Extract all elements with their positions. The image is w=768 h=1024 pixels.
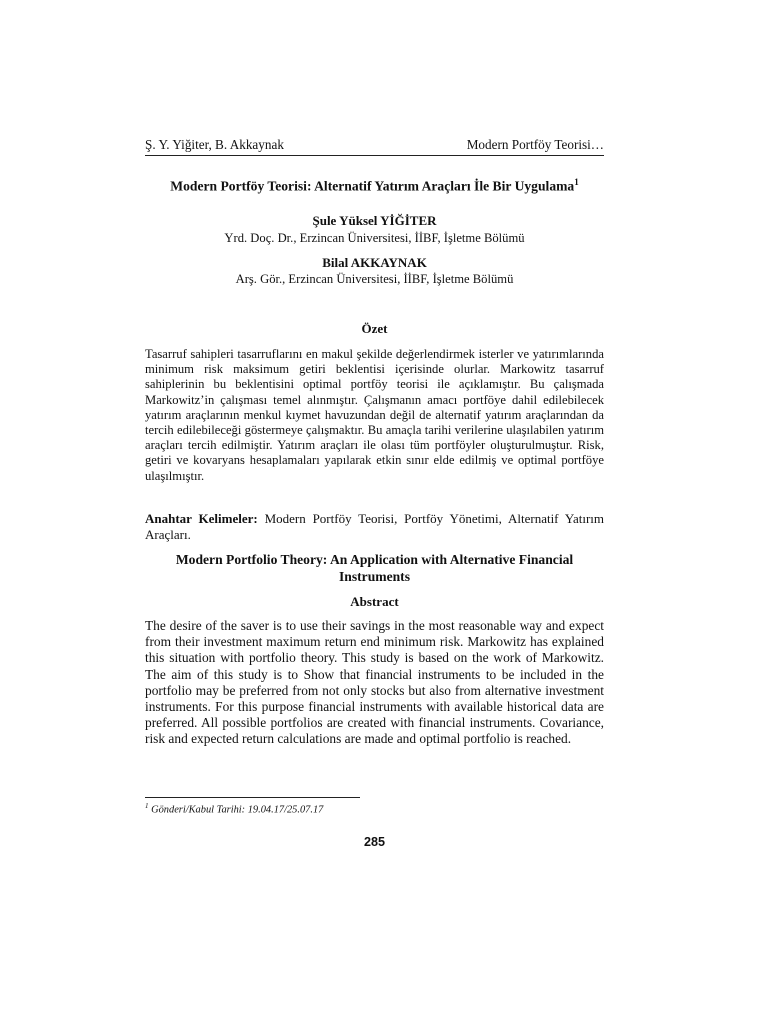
keywords-label: Anahtar Kelimeler:: [145, 511, 258, 526]
page-number: 285: [363, 835, 385, 849]
author-affiliation-2: Arş. Gör., Erzincan Üniversitesi, İİBF, İşletme Bölümü: [235, 272, 514, 286]
footnote-text: Gönderi/Kabul Tarihi: 19.04.17/25.07.17: [151, 804, 324, 816]
keywords: [145, 511, 604, 543]
keywords-text: Modern Portföy Teorisi, Portföy Yönetimi, Alternatif Yatırım Araçları.: [145, 511, 604, 542]
abstract-heading: Abstract: [350, 594, 399, 609]
author-affiliation-1: Yrd. Doç. Dr., Erzincan Üniversitesi, İİBF, İşletme Bölümü: [224, 231, 525, 245]
footnote: [145, 802, 323, 815]
ozet-text: Tasarruf sahipleri tasarruflarını en makul şekilde değerlendirmek isterler ve yatırımlarında minimum risk maksimum getiri beklentisi içerisinde olurlar. Markowitz tasarruf sahiplerinin bu beklentisini optimal portföy teorisi ile açıklamıştır. Bu çalışmada Markowitz’in çalışması temel alınmıştır. Çalışmanın amacı portföye dahil edilebilecek yatırım araçlarının menkul kıymet havuzundan değil de alternatif yatırım araçlarından da tercih edilebileceği göstermeye çalışmaktır. Bu amaçla tarihi verilerine ulaşılabilen yatırım araçları tercih edilmiştir. Yatırım araçları ile olası tüm portföyler oluşturulmuştur. Risk, getiri ve kovaryans hesaplamaları yapılarak etkin sınır elde edilmiş ve optimal portföye ulaşılmıştır.: [145, 347, 604, 483]
paper-title-text: Modern Portföy Teorisi: Alternatif Yatırım Araçları İle Bir Uygulama: [170, 178, 575, 194]
author-name-1: Şule Yüksel YİĞİTER: [312, 213, 437, 228]
running-head: [145, 137, 604, 156]
footnote-separator: [145, 797, 360, 798]
footnote-mark: 1: [145, 802, 149, 810]
title-footnote-mark: 1: [574, 177, 579, 187]
english-title: Modern Portfolio Theory: An Application with Alternative Financial Instruments: [175, 552, 574, 584]
abstract-text: The desire of the saver is to use their savings in the most reasonable way and expect from their investment maximum return end minimum risk. Markowitz has explained this situation with portfolio theory. This study is based on the work of Markowitz. The aim of this study is to Show that financial instruments to be included in the portfolio may be preferred from not only stocks but also from alternative investment instruments. For this purpose financial instruments with available historical data are preferred. All possible portfolios are created with financial instruments. Covariance, risk and expected return calculations are made and optimal portfolio is reached.: [145, 618, 604, 747]
running-head-authors: Ş. Y. Yiğiter, B. Akkaynak: [145, 137, 284, 152]
paper-title: [145, 174, 604, 195]
author-name-2: Bilal AKKAYNAK: [322, 255, 427, 270]
running-head-title: Modern Portföy Teorisi…: [466, 137, 604, 152]
ozet-heading: Özet: [361, 321, 388, 336]
